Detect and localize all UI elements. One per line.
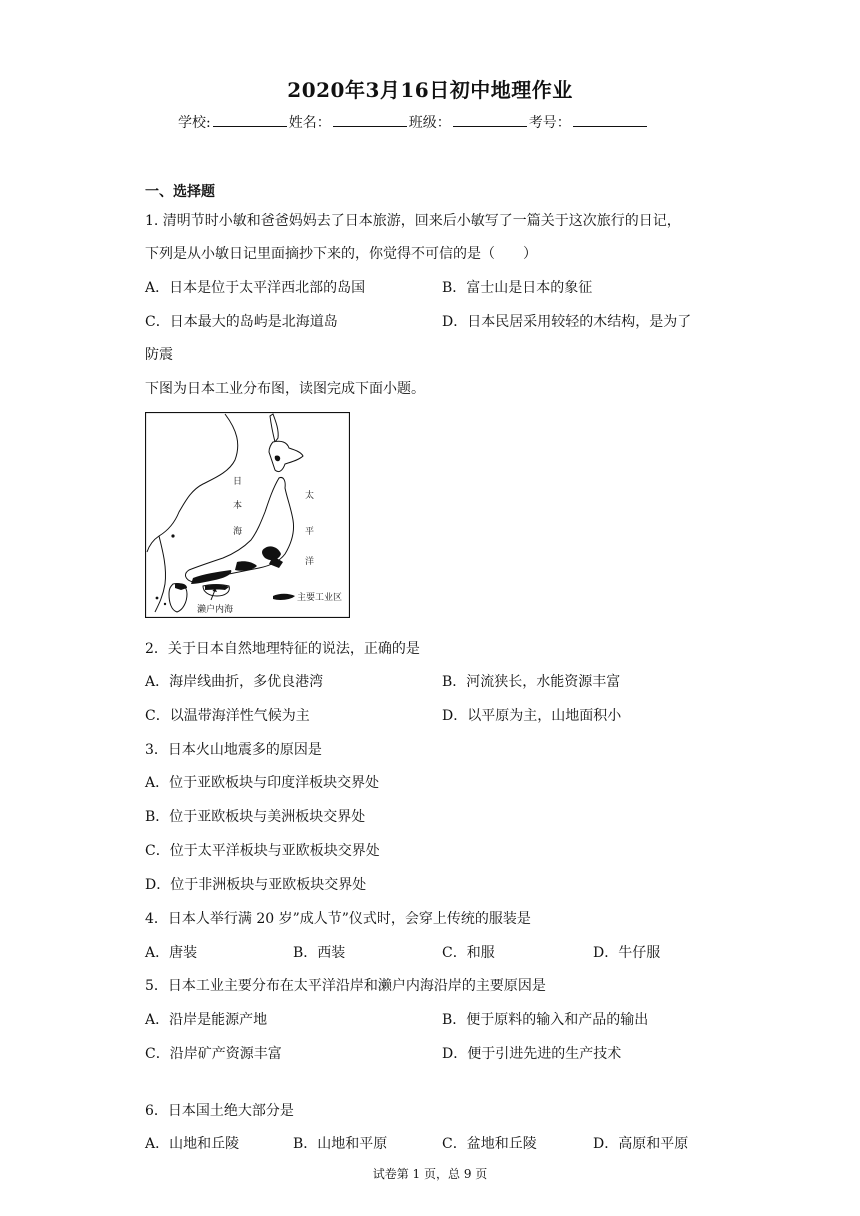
q2-option-c: C．以温带海洋性气候为主 [145,708,310,724]
class-label: 班级： [408,115,451,131]
q4-option-d: D．牛仔服 [593,945,661,961]
q1-option-c: C．日本最大的岛屿是北海道岛 [145,314,338,330]
map-label-sea-japan-1: 日 [233,477,243,487]
q2-option-b: B．河流狭长，水能资源丰富 [442,674,621,690]
japan-industry-map [145,412,350,618]
q1-option-b: B．富士山是日本的象征 [442,280,593,296]
map-intro: 下图为日本工业分布图，读图完成下面小题。 [145,381,425,397]
q6-option-a: A．山地和丘陵 [145,1136,240,1152]
map-label-seto: 濑户内海 [197,605,234,615]
q5-option-d: D．便于引进先进的生产技术 [442,1046,622,1062]
q6-option-d: D．高原和平原 [593,1136,689,1152]
q1-stem-line1: 1. 清明节时小敏和爸爸妈妈去了日本旅游，回来后小敏写了一篇关于这次旅行的日记， [145,213,681,229]
q1-option-d-continued: 防震 [145,347,173,363]
q3-option-b: B．位于亚欧板块与美洲板块交界处 [145,809,366,825]
school-label: 学校: [178,115,211,131]
map-label-sea-japan-2: 本 [233,501,243,511]
exam-no-label: 考号： [528,115,571,131]
class-blank [453,114,527,127]
q4-stem: 4．日本人举行满 20 岁”成人节”仪式时，会穿上传统的服装是 [145,911,531,927]
q2-option-d: D．以平原为主，山地面积小 [442,708,622,724]
q1-stem-line2: 下列是从小敏日记里面摘抄下来的，你觉得不可信的是（ ） [145,246,537,262]
q2-option-a: A．海岸线曲折，多优良港湾 [145,674,324,690]
q3-stem: 3．日本火山地震多的原因是 [145,742,322,758]
q5-stem: 5．日本工业主要分布在太平洋沿岸和濑户内海沿岸的主要原因是 [145,978,546,994]
q5-option-a: A．沿岸是能源产地 [145,1012,268,1028]
map-label-sea-japan-3: 海 [233,527,243,537]
q6-option-b: B．山地和平原 [293,1136,388,1152]
name-label: 姓名： [288,115,331,131]
student-info-line [178,112,649,132]
map-label-pacific-3: 洋 [305,557,315,567]
map-legend-industrial: 主要工业区 [297,593,343,603]
q3-option-d: D．位于非洲板块与亚欧板块交界处 [145,877,367,893]
q6-stem: 6．日本国土绝大部分是 [145,1103,294,1119]
map-label-pacific-2: 平 [305,527,315,537]
q3-option-a: A．位于亚欧板块与印度洋板块交界处 [145,775,380,791]
q4-option-c: C．和服 [442,945,495,961]
q5-option-b: B．便于原料的输入和产品的输出 [442,1012,649,1028]
section-heading: 一、选择题 [145,184,215,200]
school-blank [213,114,287,127]
map-label-pacific-1: 太 [305,491,315,501]
name-blank [333,114,407,127]
exam-no-blank [573,114,647,127]
q4-option-a: A．唐装 [145,945,198,961]
q3-option-c: C．位于太平洋板块与亚欧板块交界处 [145,843,380,859]
q2-stem: 2．关于日本自然地理特征的说法，正确的是 [145,641,420,657]
q1-option-d: D．日本民居采用较轻的木结构，是为了 [442,314,692,330]
page-title: 2020年3月16日初中地理作业 [287,78,573,102]
q6-option-c: C．盆地和丘陵 [442,1136,537,1152]
q4-option-b: B．西装 [293,945,346,961]
q1-option-a: A．日本是位于太平洋西北部的岛国 [145,280,366,296]
page-footer: 试卷第 1 页，总 9 页 [372,1167,488,1181]
q5-option-c: C．沿岸矿产资源丰富 [145,1046,282,1062]
